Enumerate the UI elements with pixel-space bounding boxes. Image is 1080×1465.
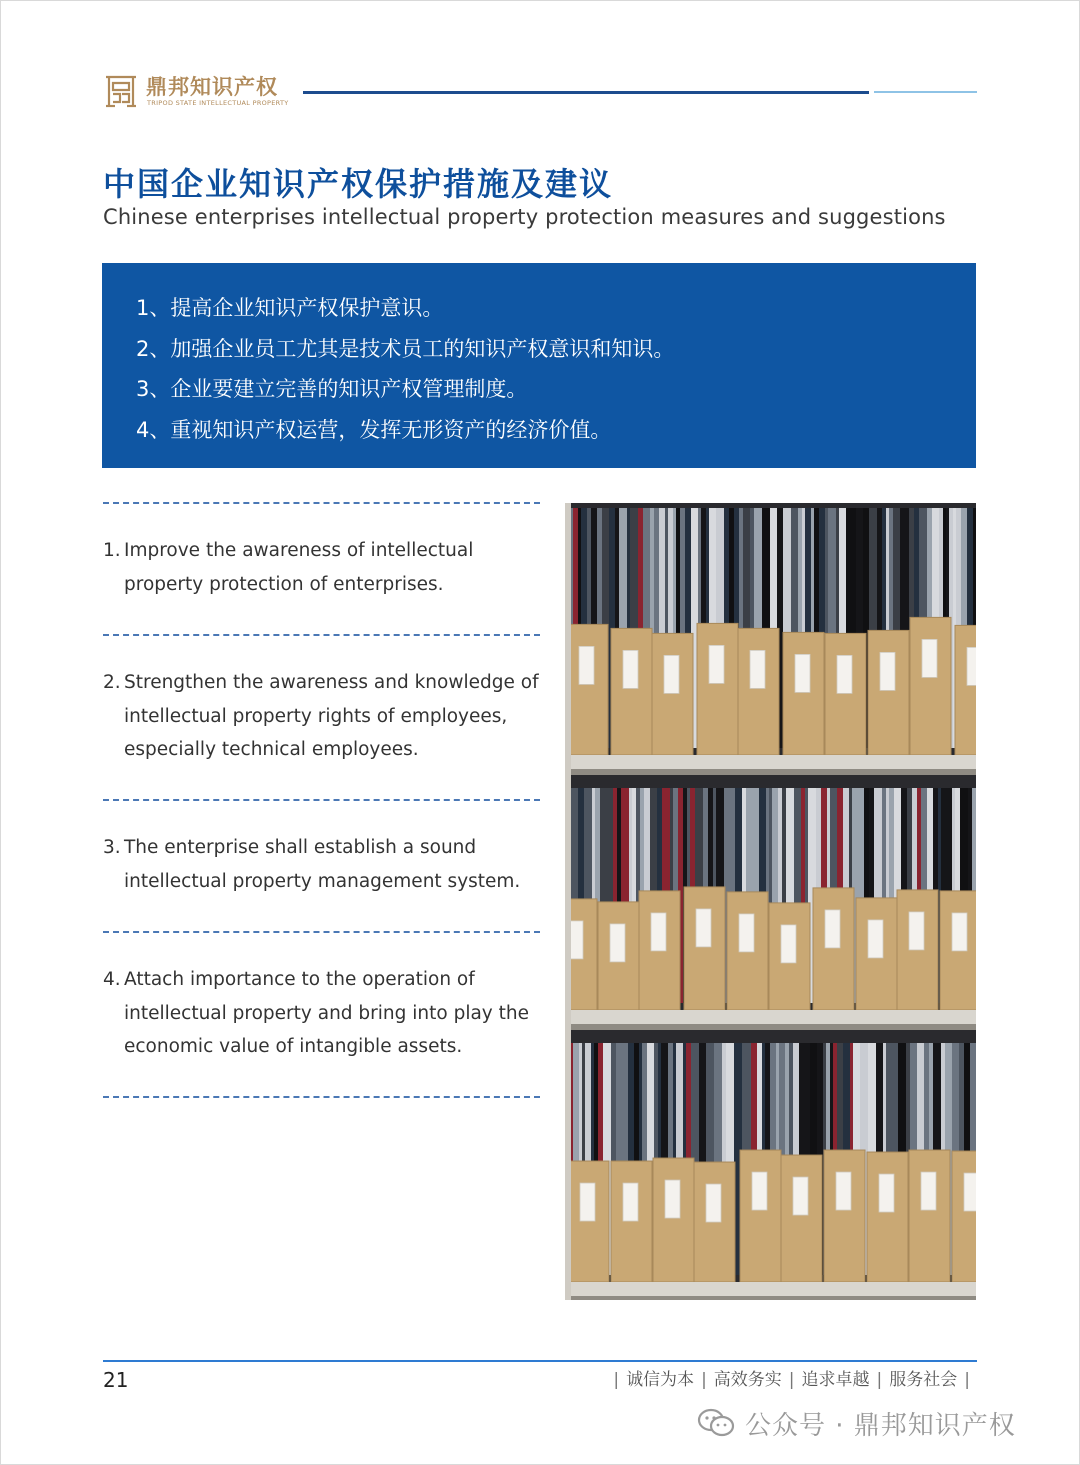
file-box-label [837, 655, 852, 693]
wechat-watermark [697, 1403, 1016, 1443]
file-box [738, 628, 779, 755]
archive-shelves-illustration [565, 503, 976, 1300]
measure-number: 3. [103, 837, 121, 858]
shelf-plank [565, 1282, 976, 1296]
measure-item-4 [103, 963, 548, 1064]
file-box [824, 1150, 865, 1282]
file-box [684, 887, 725, 1010]
file-box [813, 888, 854, 1010]
file-box-label [623, 1183, 638, 1221]
file-box [909, 1150, 950, 1282]
file-box-label [709, 645, 724, 683]
header-rule-light [874, 91, 977, 93]
measure-number: 2. [103, 672, 121, 693]
file-box-label [651, 913, 666, 951]
measure-text: Strengthen the awareness and knowledge of intellectual property rights of employees, especially technical employees. [124, 672, 539, 760]
file-box [952, 1151, 976, 1282]
measure-text: Improve the awareness of intellectual property protection of enterprises. [124, 540, 474, 595]
file-box-label [922, 639, 937, 677]
summary-item: 1、提高企业知识产权保护意识。 [136, 296, 444, 320]
footer-slogans [606, 1367, 977, 1393]
slogan: 服务社会 [889, 1370, 958, 1390]
summary-item: 3、企业要建立完善的知识产权管理制度。 [136, 377, 528, 401]
file-box-label [825, 910, 840, 948]
file-box [697, 623, 738, 755]
file-box-label [909, 912, 924, 950]
file-box-label [750, 650, 765, 688]
file-box-label [696, 909, 711, 947]
file-box-label [793, 1177, 808, 1215]
file-box [567, 624, 608, 755]
measure-number: 4. [103, 969, 121, 990]
file-box [867, 1152, 908, 1282]
file-box [652, 633, 693, 755]
slogan-separator: | [788, 1370, 795, 1390]
brand-name-cn: 鼎邦知识产权 [146, 75, 278, 99]
shelf-upright [565, 503, 571, 1300]
file-box [955, 625, 976, 755]
measure-text: Attach importance to the operation of intellectual property and bring into play the economic value of intangible assets. [124, 969, 529, 1057]
file-box [868, 630, 909, 755]
measure-item-3 [103, 831, 548, 898]
header-rule-dark [303, 91, 869, 94]
file-box [611, 628, 652, 755]
file-box [825, 633, 866, 755]
shelf-plank-edge [565, 1024, 976, 1030]
dashed-divider [103, 502, 540, 504]
watermark-text: 公众号 · 鼎邦知识产权 [745, 1410, 1016, 1441]
measure-item-2 [103, 666, 548, 767]
file-box-label [836, 1172, 851, 1210]
wechat-icon [697, 1408, 735, 1438]
archive-shelves-image [565, 503, 976, 1300]
page-number: 21 [103, 1368, 129, 1392]
tripod-logo-icon [103, 73, 139, 109]
shelf-plank [565, 1010, 976, 1024]
file-box-label [868, 920, 883, 958]
page-title-cn: 中国企业知识产权保护措施及建议 [103, 165, 614, 203]
file-box-label [964, 1173, 976, 1211]
file-box-label [795, 654, 810, 692]
measure-number: 1. [103, 540, 121, 561]
summary-list [136, 288, 674, 450]
file-box [781, 1155, 822, 1282]
measure-item-1 [103, 534, 548, 601]
dashed-divider [103, 931, 540, 933]
slogan-separator: | [876, 1370, 883, 1390]
dashed-divider [103, 799, 540, 801]
file-box-label [879, 1174, 894, 1212]
file-box [568, 1161, 609, 1282]
file-box-label [610, 924, 625, 962]
file-box-label [752, 1172, 767, 1210]
file-box-label [781, 925, 796, 963]
summary-box [102, 263, 976, 468]
file-box-label [623, 650, 638, 688]
slogan-separator: | [964, 1370, 970, 1390]
file-box-label [739, 914, 754, 952]
file-box [740, 1150, 781, 1282]
file-box-label [952, 913, 967, 951]
file-box-label [921, 1172, 936, 1210]
shelf-plank-edge [565, 769, 976, 775]
summary-item: 2、加强企业员工尤其是技术员工的知识产权意识和知识。 [136, 336, 675, 361]
file-box-label [967, 647, 976, 685]
file-box [611, 1161, 652, 1282]
file-box [783, 632, 824, 755]
measure-text: The enterprise shall establish a sound intellectual property management system. [124, 837, 521, 892]
file-box-label [579, 646, 594, 684]
page-title-en: Chinese enterprises intellectual property protection measures and suggestions [103, 205, 946, 229]
file-box-label [664, 655, 679, 693]
shelf-plank [565, 755, 976, 769]
dashed-divider [103, 634, 540, 636]
footer-rule [103, 1360, 977, 1362]
file-box-label [665, 1180, 680, 1218]
file-box-label [706, 1184, 721, 1222]
brand-name-en: TRIPOD STATE INTELLECTUAL PROPERTY [147, 99, 289, 107]
summary-item: 4、重视知识产权运营，发挥无形资产的经济价值。 [136, 417, 612, 442]
file-box [653, 1158, 694, 1282]
slogan: 高效务实 [713, 1370, 782, 1390]
shelf-plank-edge [565, 1296, 976, 1300]
file-box-label [580, 1183, 595, 1221]
slogan: 追求卓越 [801, 1370, 870, 1390]
file-box-label [880, 652, 895, 690]
slogan: 诚信为本 [626, 1370, 695, 1390]
file-box [910, 617, 951, 755]
slogan-separator: | [613, 1370, 620, 1390]
slogan-separator: | [701, 1370, 707, 1390]
dashed-divider [103, 1096, 540, 1098]
